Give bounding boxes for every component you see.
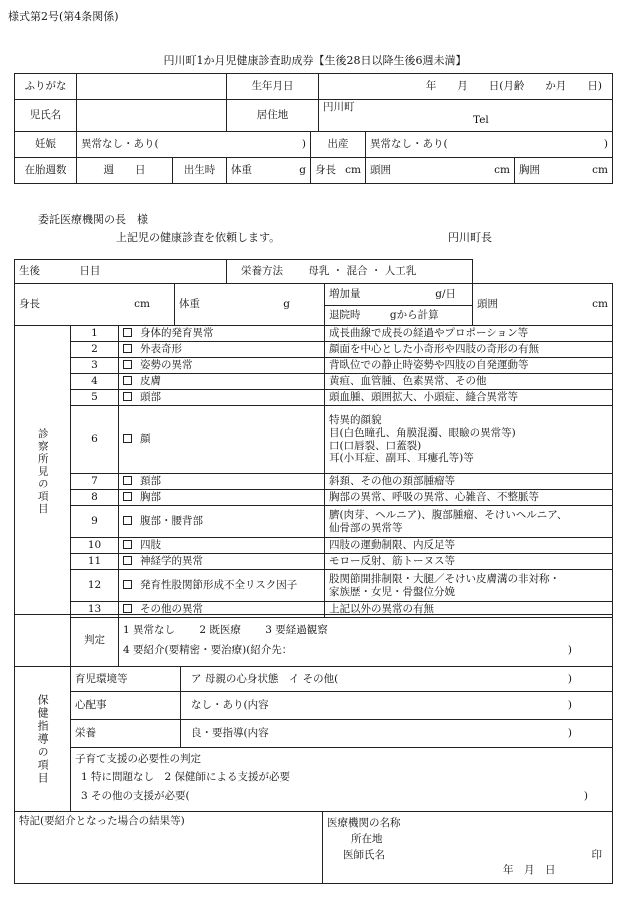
finding-item-label: 頭部	[140, 391, 161, 404]
finding-description-line: 目(白色瞳孔、角膜混濁、眼瞼の異常等)	[329, 426, 516, 439]
pregnancy-label: 妊娠	[15, 132, 77, 158]
guidance-row-2-value: 良・要指導(内容	[191, 727, 269, 740]
finding-checkbox[interactable]	[123, 604, 132, 613]
exam-height-unit: cm	[134, 298, 150, 311]
finding-checkbox[interactable]	[123, 392, 132, 401]
finding-item[interactable]	[119, 570, 325, 602]
guidance-label-cell	[15, 667, 71, 812]
sign-date: 年 月 日	[503, 864, 556, 877]
finding-description	[325, 406, 613, 474]
discharge-field[interactable]	[325, 306, 473, 326]
birthdate-field[interactable]: 年 月 日(月齢 か月 日)	[319, 74, 613, 100]
age-field[interactable]	[15, 260, 227, 284]
finding-item-label: 姿勢の異常	[140, 359, 193, 372]
finding-item[interactable]	[119, 374, 325, 390]
age-unit: 日目	[79, 265, 101, 278]
finding-item[interactable]	[119, 326, 325, 342]
finding-number: 6	[71, 406, 119, 474]
exam-weight-unit: g	[283, 298, 290, 311]
finding-description: 成長曲線で成長の経過やプロポーション等	[325, 326, 613, 342]
chest-unit: cm	[592, 164, 609, 177]
support-title: 子育て支援の必要性の判定	[75, 753, 201, 765]
finding-item[interactable]	[119, 342, 325, 358]
finding-description: 胸部の異常、呼吸の異常、心雑音、不整脈等	[325, 490, 613, 506]
finding-description	[325, 570, 613, 602]
finding-checkbox[interactable]	[123, 556, 132, 565]
finding-item-label: 外表奇形	[140, 343, 182, 356]
finding-description: 黄疸、血管腫、色素異常、その他	[325, 374, 613, 390]
location-label: 所在地	[351, 832, 383, 845]
finding-description: 頭血腫、頭囲拡大、小頭症、縫合異常等	[325, 390, 613, 406]
finding-checkbox[interactable]	[123, 376, 132, 385]
support-field[interactable]	[71, 748, 613, 812]
finding-description-line: 仙骨部の異常等	[329, 521, 403, 534]
finding-number: 1	[71, 326, 119, 342]
request-from: 円川町長	[448, 231, 492, 244]
finding-row	[15, 538, 613, 554]
finding-number: 9	[71, 506, 119, 538]
judgement-table	[14, 614, 613, 667]
guidance-label: 保健指導の項目	[36, 693, 50, 785]
judgement-line-2: 4 要紹介(要精密・要治療)(紹介先：	[123, 643, 293, 656]
finding-row	[15, 374, 613, 390]
finding-item-label: その他の異常	[140, 603, 203, 616]
finding-item[interactable]	[119, 490, 325, 506]
finding-number: 5	[71, 390, 119, 406]
exam-head-unit: cm	[592, 298, 608, 311]
guidance-row-1-field[interactable]	[181, 692, 613, 720]
chest-field[interactable]	[515, 158, 613, 184]
birthdate-label: 生年月日	[227, 74, 319, 100]
finding-row	[15, 570, 613, 602]
finding-row	[15, 506, 613, 538]
guidance-row-2-field[interactable]	[181, 720, 613, 748]
finding-number: 12	[71, 570, 119, 602]
request-recipient: 委託医療機関の長 様	[38, 213, 148, 226]
finding-item-label: 腹部・腰背部	[140, 515, 203, 528]
weeks-label: 在胎週数	[15, 158, 77, 184]
finding-item-label: 身体的発育異常	[140, 327, 214, 340]
exam-head-label: 頭囲	[477, 298, 498, 311]
finding-item[interactable]	[119, 538, 325, 554]
finding-item-label: 発育性股関節形成不全リスク因子	[140, 579, 298, 592]
finding-row	[15, 474, 613, 490]
finding-checkbox[interactable]	[123, 516, 132, 525]
finding-item-label: 神経学的異常	[140, 555, 203, 568]
birth-value: 異常なし・あり(	[370, 138, 448, 151]
child-name-label: 児氏名	[15, 100, 77, 132]
feeding-field[interactable]	[227, 260, 473, 284]
address-label: 居住地	[227, 100, 319, 132]
finding-checkbox[interactable]	[123, 476, 132, 485]
finding-row	[15, 342, 613, 358]
exam-header-row	[14, 259, 473, 284]
finding-description: 背臥位での静止時姿勢や四肢の自発運動等	[325, 358, 613, 374]
finding-number: 2	[71, 342, 119, 358]
finding-number: 3	[71, 358, 119, 374]
finding-row	[15, 490, 613, 506]
gain-label: 増加量	[329, 288, 361, 301]
gain-field[interactable]	[325, 284, 473, 306]
finding-item-label: 四肢	[140, 539, 161, 552]
findings-label: 診察所見の項目	[36, 428, 49, 516]
clinic-label: 医療機関の名称	[327, 817, 401, 829]
finding-number: 10	[71, 538, 119, 554]
findings-label-cell	[15, 326, 71, 618]
birth-time-label: 出生時	[173, 158, 227, 184]
guidance-table	[14, 666, 613, 812]
finding-item[interactable]	[119, 358, 325, 374]
weight-field[interactable]	[227, 158, 311, 184]
pregnancy-field[interactable]	[77, 132, 311, 158]
seal-mark: 印	[591, 848, 602, 861]
finding-description	[325, 506, 613, 538]
feeding-label: 栄養方法	[241, 265, 283, 278]
judgement-options[interactable]	[119, 615, 613, 667]
guidance-row-1-close: )	[567, 699, 572, 712]
support-line-2: 3 その他の支援が必要(	[81, 789, 190, 802]
guidance-row-0-field[interactable]	[181, 667, 613, 692]
chest-label: 胸囲	[519, 164, 540, 177]
judgement-line-1: 1 異常なし 2 既医療 3 要経過観察	[123, 623, 328, 636]
exam-height-field[interactable]	[15, 284, 175, 326]
guidance-row-0-close: )	[567, 672, 572, 685]
head-field[interactable]	[366, 158, 515, 184]
finding-description: 上記以外の異常の有無	[325, 602, 613, 618]
guidance-row-1-label: 心配事	[71, 692, 181, 720]
finding-row	[15, 554, 613, 570]
pregnancy-close: )	[301, 138, 306, 151]
exam-height-label: 身長	[19, 298, 40, 311]
footer-table	[14, 811, 613, 884]
finding-number: 13	[71, 602, 119, 618]
guidance-row-2-close: )	[567, 727, 572, 740]
finding-item-label: 頚部	[140, 475, 161, 488]
finding-description: 顔面を中心とした小奇形や四肢の奇形の有無	[325, 342, 613, 358]
exam-weight-field[interactable]	[175, 284, 325, 326]
weeks-field[interactable]: 週 日	[77, 158, 173, 184]
form-title: 円川町1か月児健康診査助成券【生後28日以降生後6週未満】	[163, 54, 467, 67]
support-close: )	[583, 789, 588, 802]
discharge-label: 退院時	[329, 309, 361, 322]
finding-description-line: 口(口唇裂、口蓋裂)	[329, 439, 422, 452]
finding-checkbox[interactable]	[123, 360, 132, 369]
height-unit: cm	[345, 164, 361, 177]
weight-label: 体重	[231, 164, 252, 177]
finding-description-line: 特異的顔貌	[329, 414, 382, 427]
guidance-row-0-value: ア 母親の心身状態 イ その他(	[191, 672, 339, 685]
judgement-label: 判定	[71, 615, 119, 667]
tel-label: Tel	[473, 113, 489, 126]
finding-item[interactable]	[119, 554, 325, 570]
furigana-field[interactable]	[77, 74, 227, 100]
finding-number: 8	[71, 490, 119, 506]
finding-checkbox[interactable]	[123, 434, 132, 443]
finding-row	[15, 358, 613, 374]
exam-measure-row	[14, 283, 613, 326]
height-label: 身長	[315, 164, 336, 177]
pregnancy-value: 異常なし・あり(	[81, 138, 159, 151]
remarks-field[interactable]	[15, 812, 323, 884]
finding-row	[15, 390, 613, 406]
birth-close: )	[603, 138, 609, 151]
guidance-row-2-label: 栄養	[71, 720, 181, 748]
child-info-table	[14, 73, 613, 184]
exam-weight-label: 体重	[179, 298, 200, 311]
weight-unit: g	[299, 164, 306, 177]
finding-description: 斜頚、その他の頚部腫瘤等	[325, 474, 613, 490]
finding-checkbox[interactable]	[123, 540, 132, 549]
finding-row	[15, 326, 613, 342]
finding-item[interactable]	[119, 506, 325, 538]
discharge-unit: gから計算	[389, 309, 439, 322]
birth-field[interactable]	[366, 132, 613, 158]
finding-item-label: 顔	[140, 433, 151, 446]
finding-row	[15, 406, 613, 474]
form-number: 様式第2号(第4条関係)	[8, 10, 119, 23]
gain-unit: g/日	[435, 288, 456, 301]
address-field[interactable]	[319, 100, 613, 132]
address-value: 円川町	[323, 101, 355, 113]
head-unit: cm	[494, 164, 510, 177]
finding-item-label: 皮膚	[140, 375, 161, 388]
guidance-row-0-label: 育児環境等	[71, 667, 181, 692]
finding-checkbox[interactable]	[123, 492, 132, 501]
finding-description: モロー反射、筋トーヌス等	[325, 554, 613, 570]
remarks-label: 特記(要紹介となった場合の結果等)	[19, 815, 185, 827]
exam-head-field[interactable]	[473, 284, 613, 326]
findings-table	[14, 325, 613, 618]
finding-description-line: 臍(肉芽、ヘルニア)、腹部腫瘤、そけいヘルニア、	[329, 508, 568, 521]
finding-item[interactable]	[119, 474, 325, 490]
doctor-label: 医師氏名	[343, 848, 385, 861]
guidance-row-1-value: なし・あり(内容	[191, 699, 269, 712]
judgement-close: )	[567, 643, 572, 656]
finding-number: 11	[71, 554, 119, 570]
finding-item[interactable]	[119, 406, 325, 474]
clinic-field[interactable]	[323, 812, 613, 884]
head-label: 頭囲	[370, 164, 391, 177]
finding-checkbox[interactable]	[123, 580, 132, 589]
finding-description-line: 耳(小耳症、副耳、耳瘻孔等)等	[329, 452, 474, 465]
furigana-label: ふりがな	[15, 74, 77, 100]
finding-checkbox[interactable]	[123, 328, 132, 337]
finding-item[interactable]	[119, 390, 325, 406]
height-field[interactable]	[311, 158, 366, 184]
finding-number: 7	[71, 474, 119, 490]
finding-description-line: 股関節開排制限・大腿／そけい皮膚溝の非対称・	[329, 572, 560, 585]
finding-item-label: 胸部	[140, 491, 161, 504]
finding-description-line: 家族歴・女児・骨盤位分娩	[329, 585, 455, 598]
child-name-field[interactable]	[77, 100, 227, 132]
birth-label: 出産	[311, 132, 366, 158]
finding-checkbox[interactable]	[123, 344, 132, 353]
support-line-1: 1 特に問題なし 2 保健師による支援が必要	[81, 771, 291, 784]
finding-description: 四肢の運動制限、内反足等	[325, 538, 613, 554]
finding-number: 4	[71, 374, 119, 390]
feeding-value: 母乳 ・ 混合 ・ 人工乳	[308, 265, 417, 278]
age-label: 生後	[19, 265, 40, 278]
request-body: 上記児の健康診査を依頼します。	[116, 231, 281, 244]
